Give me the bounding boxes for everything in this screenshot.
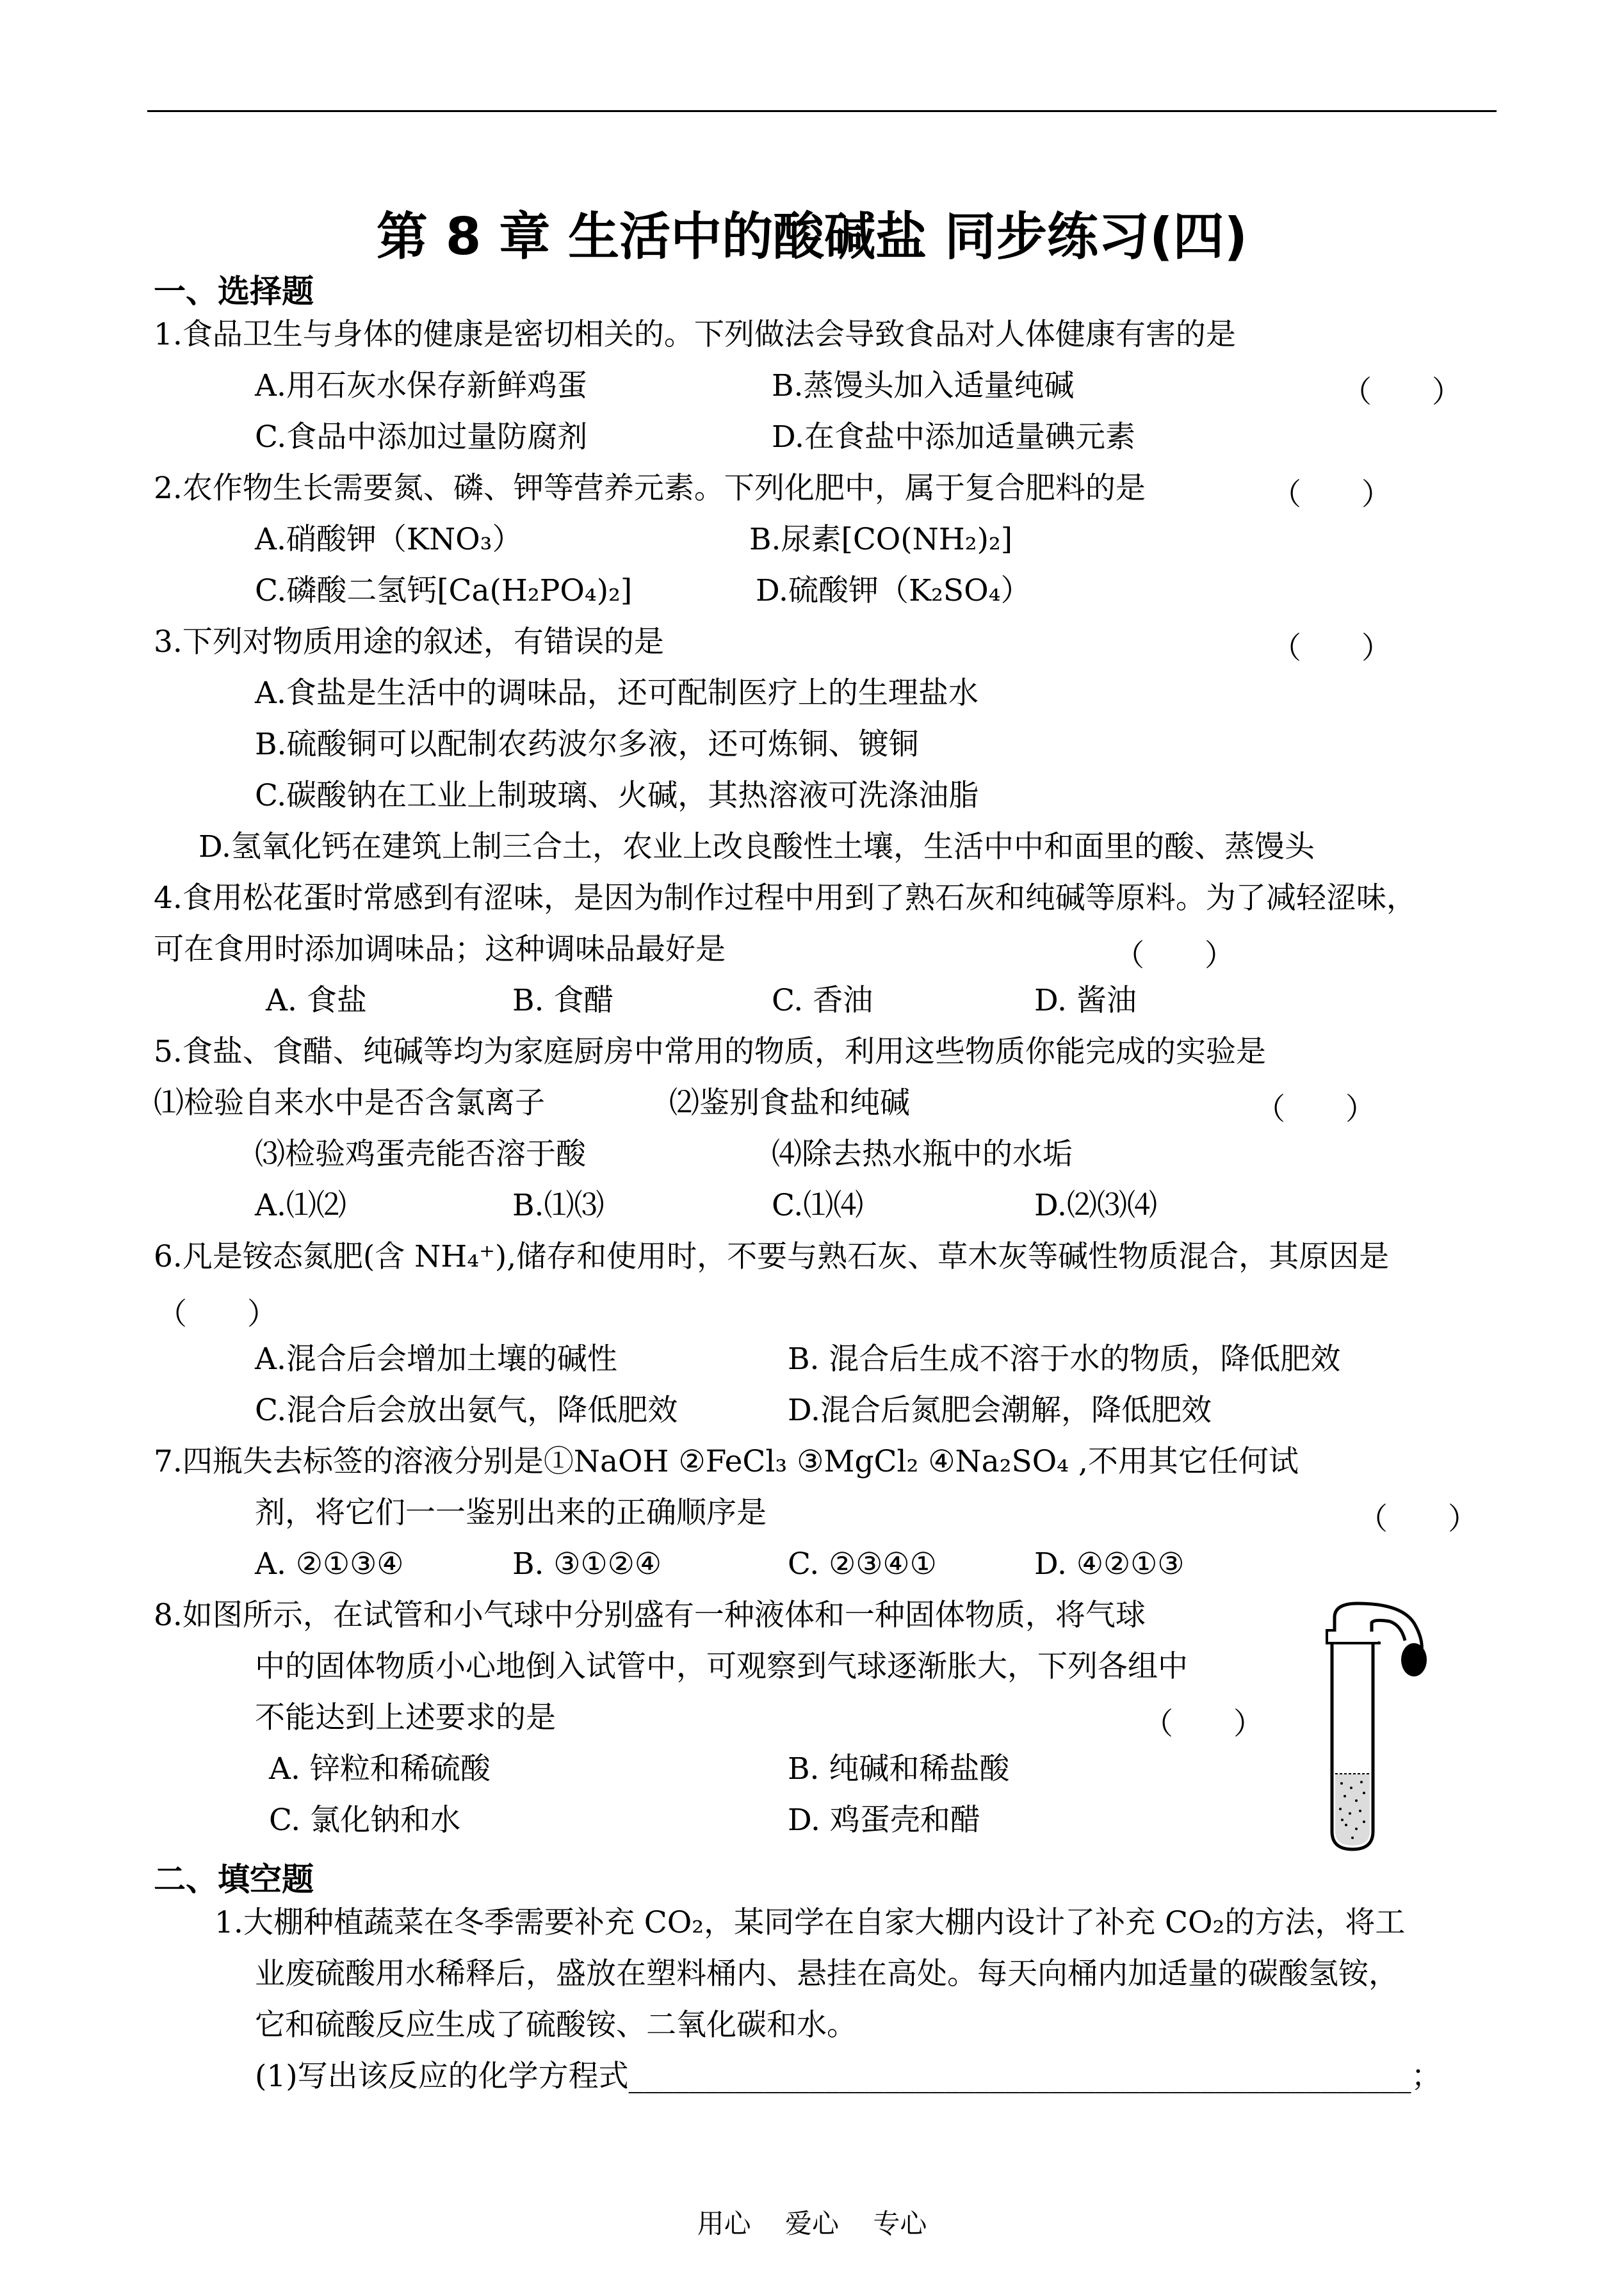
question-4-option-c: C. 香油 xyxy=(772,983,873,1018)
question-4-stem-line1: 4.食用松花蛋时常感到有涩味，是因为制作过程中用到了熟石灰和纯碱等原料。为了减轻涩味， xyxy=(154,880,1417,916)
fill-question-1-line3: 它和硫酸反应生成了硫酸铵、二氧化碳和水。 xyxy=(255,2007,857,2043)
question-3-option-d: D.氢氧化钙在建筑上制三合土，农业上改良酸性土壤，生活中中和面里的酸、蒸馒头 xyxy=(199,829,1315,864)
question-5-option-a: A.⑴⑵ xyxy=(255,1188,346,1223)
question-8-option-a: A. 锌粒和稀硫酸 xyxy=(269,1751,491,1787)
liquid-in-tube xyxy=(1335,1774,1370,1845)
fill-question-1-line2: 业废硫酸用水稀释后，盛放在塑料桶内、悬挂在高处。每天向桶内加适量的碳酸氢铵， xyxy=(255,1956,1399,1991)
question-1-option-a: A.用石灰水保存新鲜鸡蛋 xyxy=(255,368,587,403)
question-2-stem: 2.农作物生长需要氮、磷、钾等营养元素。下列化肥中，属于复合肥料的是 xyxy=(154,471,1146,506)
question-5-item-2: ⑵鉴别食盐和纯碱 xyxy=(669,1085,910,1121)
question-8-answer-blank: （ ） xyxy=(1143,1707,1263,1742)
header-rule xyxy=(147,110,1497,112)
question-2-answer-blank: （ ） xyxy=(1271,477,1392,512)
question-8-stem-line3: 不能达到上述要求的是 xyxy=(255,1700,556,1735)
question-7-stem-line1: 7.四瓶失去标签的溶液分别是①NaOH ②FeCl₃ ③MgCl₂ ④Na₂SO₄ ,不用其它任何试 xyxy=(154,1444,1299,1479)
question-3-stem: 3.下列对物质用途的叙述，有错误的是 xyxy=(154,624,664,660)
question-2-option-a: A.硝酸钾（KNO₃） xyxy=(255,522,523,557)
section-heading-fill: 二、填空题 xyxy=(154,1861,314,1898)
question-3-answer-blank: （ ） xyxy=(1271,631,1392,666)
question-4-option-d: D. 酱油 xyxy=(1034,983,1137,1018)
question-8-option-b: B. 纯碱和稀盐酸 xyxy=(788,1751,1010,1787)
section-heading-choice: 一、选择题 xyxy=(154,273,314,310)
fill-question-1-sub1-label: (1)写出该反应的化学方程式 xyxy=(255,2059,629,2094)
question-7-stem-line2: 剂，将它们一一鉴别出来的正确顺序是 xyxy=(255,1495,767,1530)
question-1-answer-blank: （ ） xyxy=(1342,375,1462,410)
page-footer: 用心 爱心 专心 xyxy=(697,2208,927,2239)
question-3-option-a: A.食盐是生活中的调味品，还可配制医疗上的生理盐水 xyxy=(255,676,978,711)
question-4-option-b: B. 食醋 xyxy=(512,983,614,1018)
question-5-item-3: ⑶检验鸡蛋壳能否溶于酸 xyxy=(255,1137,586,1172)
fill-question-1-sub1 xyxy=(255,2059,1441,2095)
question-6-answer-blank: （ ） xyxy=(157,1297,277,1332)
question-7-option-c: C. ②③④① xyxy=(788,1546,937,1582)
test-tube-balloon-figure xyxy=(1319,1601,1447,1857)
question-6-stem: 6.凡是铵态氮肥(含 NH₄⁺),储存和使用时，不要与熟石灰、草木灰等碱性物质混合，其原因是 xyxy=(154,1239,1390,1274)
question-1-option-d: D.在食盐中添加适量碘元素 xyxy=(772,419,1135,455)
question-4-answer-blank: （ ） xyxy=(1114,938,1235,973)
question-5-option-b: B.⑴⑶ xyxy=(512,1188,605,1223)
line-end-punct: ； xyxy=(1411,2059,1441,2094)
question-7-option-d: D. ④②①③ xyxy=(1034,1546,1185,1582)
question-1-option-b: B.蒸馒头加入适量纯碱 xyxy=(772,368,1075,403)
question-8-stem-line1: 8.如图所示，在试管和小气球中分别盛有一种液体和一种固体物质，将气球 xyxy=(154,1598,1146,1633)
question-6-option-d: D.混合后氮肥会潮解，降低肥效 xyxy=(788,1393,1212,1428)
answer-blank-line[interactable]: ____________________________________________________ xyxy=(628,2059,1411,2094)
page-title: 第 8 章 生活中的酸碱盐 同步练习(四) xyxy=(376,207,1248,266)
question-8-option-d: D. 鸡蛋壳和醋 xyxy=(788,1803,980,1838)
question-5-item-1: ⑴检验自来水中是否含氯离子 xyxy=(154,1085,545,1121)
question-1-stem: 1.食品卫生与身体的健康是密切相关的。下列做法会导致食品对人体健康有害的是 xyxy=(154,317,1236,352)
question-8-stem-line2: 中的固体物质小心地倒入试管中，可观察到气球逐渐胀大，下列各组中 xyxy=(255,1649,1188,1684)
fill-question-1-line1: 1.大棚种植蔬菜在冬季需要补充 CO₂，某同学在自家大棚内设计了补充 CO₂的方法，将工 xyxy=(215,1905,1406,1940)
question-7-option-a: A. ②①③④ xyxy=(255,1546,404,1582)
question-1-option-c: C.食品中添加过量防腐剂 xyxy=(255,419,588,455)
question-5-stem: 5.食盐、食醋、纯碱等均为家庭厨房中常用的物质，利用这些物质你能完成的实验是 xyxy=(154,1034,1266,1069)
question-7-option-b: B. ③①②④ xyxy=(512,1546,662,1582)
question-3-option-c: C.碳酸钠在工业上制玻璃、火碱，其热溶液可洗涤油脂 xyxy=(255,778,979,813)
question-4-option-a: A. 食盐 xyxy=(266,983,367,1018)
question-4-stem-line2: 可在食用时添加调味品；这种调味品最好是 xyxy=(154,932,726,967)
question-3-option-b: B.硫酸铜可以配制农药波尔多液，还可炼铜、镀铜 xyxy=(255,727,919,762)
question-6-option-b: B. 混合后生成不溶于水的物质，降低肥效 xyxy=(788,1342,1341,1377)
question-8-option-c: C. 氯化钠和水 xyxy=(269,1803,461,1838)
question-2-option-b: B.尿素[CO(NH₂)₂] xyxy=(749,522,1013,557)
question-5-answer-blank: （ ） xyxy=(1255,1092,1376,1127)
question-5-option-c: C.⑴⑷ xyxy=(772,1188,864,1223)
question-7-answer-blank: （ ） xyxy=(1358,1502,1478,1537)
question-6-option-c: C.混合后会放出氨气，降低肥效 xyxy=(255,1393,678,1428)
question-2-option-d: D.硫酸钾（K₂SO₄） xyxy=(756,573,1031,608)
question-5-option-d: D.⑵⑶⑷ xyxy=(1034,1188,1157,1223)
question-2-option-c: C.磷酸二氢钙[Ca(H₂PO₄)₂] xyxy=(255,573,633,608)
question-5-item-4: ⑷除去热水瓶中的水垢 xyxy=(772,1137,1073,1172)
question-6-option-a: A.混合后会增加土壤的碱性 xyxy=(255,1342,617,1377)
